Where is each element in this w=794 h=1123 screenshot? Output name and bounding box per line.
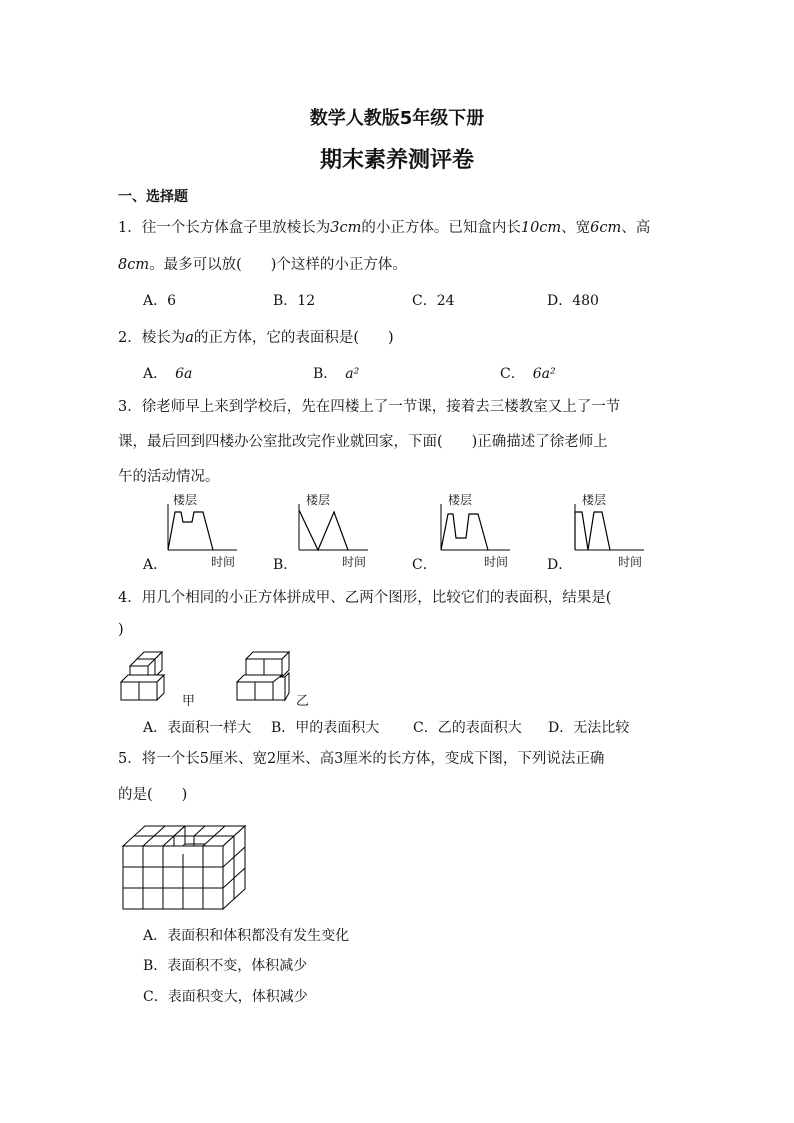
paper-title: 数学人教版5年级下册 <box>309 108 485 129</box>
q3-graph-d-xlabel: 时间 <box>618 555 643 569</box>
paper-subtitle: 期末素养测评卷 <box>319 148 474 173</box>
q2-option-a-label: A． <box>143 366 168 382</box>
q2-option-b-label: B． <box>313 366 338 382</box>
q2-option-c-label: C． <box>500 366 525 382</box>
q1-option-d[interactable]: D．480 <box>547 293 599 309</box>
q2-option-c[interactable] <box>500 363 556 383</box>
q2-option-c-math: 6a² <box>532 366 556 382</box>
q3-graph-c-xlabel: 时间 <box>484 555 509 569</box>
q2-option-a[interactable] <box>143 363 192 383</box>
figure-yi <box>236 650 296 702</box>
q3-graph-c <box>438 492 538 570</box>
q3-graph-c-ylabel: 楼层 <box>448 493 473 507</box>
q3-option-d[interactable]: D． <box>547 557 573 573</box>
q1-text-d: 、高 <box>621 220 651 236</box>
q1-option-c[interactable]: C．24 <box>412 293 455 309</box>
question-5-line-1: 5．将一个长5厘米、宽2厘米、高3厘米的长方体，变成下图，下列说法正确 <box>118 751 605 767</box>
q3-graph-a <box>165 492 265 570</box>
q1-unit-3: 6cm <box>590 220 622 236</box>
q3-option-b[interactable]: B． <box>273 557 298 573</box>
question-5-line-2: 的是( ) <box>118 787 188 803</box>
q1-unit-1: 3cm <box>330 220 362 236</box>
q2-text-a: 2．棱长为 <box>118 330 186 346</box>
q1-text-a: 1．往一个长方体盒子里放棱长为 <box>118 220 331 236</box>
question-1-line-1 <box>118 216 650 237</box>
q1-option-a[interactable]: A．6 <box>143 293 177 309</box>
q3-graph-d-ylabel: 楼层 <box>582 493 607 507</box>
figure-q5-cuboid <box>118 818 258 918</box>
figure-yi-label: 乙 <box>296 694 310 709</box>
question-2 <box>118 326 394 347</box>
q3-graph-b-xlabel: 时间 <box>342 555 367 569</box>
q2-option-b-math: a² <box>345 366 360 382</box>
q3-graph-d <box>572 492 672 570</box>
question-4-line-2: ) <box>118 622 124 638</box>
q3-graph-a-ylabel: 楼层 <box>173 493 198 507</box>
q2-option-a-math: 6a <box>175 366 193 382</box>
figure-jia-label: 甲 <box>182 694 196 709</box>
question-3-line-1: 3．徐老师早上来到学校后，先在四楼上了一节课，接着去三楼教室又上了一节 <box>118 399 621 415</box>
q3-graph-b-ylabel: 楼层 <box>306 493 331 507</box>
q3-graph-b <box>296 492 396 570</box>
question-4-line-1: 4．用几个相同的小正方体拼成甲、乙两个图形，比较它们的表面积，结果是( <box>118 590 612 606</box>
q3-graph-a-xlabel: 时间 <box>211 555 236 569</box>
q1-unit-2: 10cm <box>520 220 562 236</box>
q3-option-c[interactable]: C． <box>412 557 437 573</box>
q4-option-d[interactable]: D．无法比较 <box>548 720 630 736</box>
q5-option-a[interactable]: A．表面积和体积都没有发生变化 <box>143 928 350 944</box>
section-heading: 一、选择题 <box>118 189 188 205</box>
q2-text-b: 的正方体，它的表面积是( ) <box>193 330 394 346</box>
q5-option-c[interactable]: C．表面积变大，体积减少 <box>143 989 308 1005</box>
q1-text-c: 、宽 <box>561 220 591 236</box>
question-1-line-2 <box>118 253 407 274</box>
q3-option-a[interactable]: A． <box>143 557 168 573</box>
q1-text-e: 。最多可以放( )个这样的小正方体。 <box>149 257 407 273</box>
q1-unit-4: 8cm <box>118 257 150 273</box>
q2-option-b[interactable] <box>313 363 359 383</box>
q1-text-b: 的小正方体。已知盒内长 <box>361 220 521 236</box>
q5-option-b[interactable]: B．表面积不变，体积减少 <box>143 958 308 974</box>
q2-var: a <box>185 330 194 346</box>
q4-option-c[interactable]: C．乙的表面积大 <box>413 720 522 736</box>
question-3-line-2: 课，最后回到四楼办公室批改完作业就回家，下面( )正确描述了徐老师上 <box>118 434 608 450</box>
q1-option-b[interactable]: B．12 <box>273 293 316 309</box>
q4-option-a[interactable]: A．表面积一样大 <box>143 720 252 736</box>
q4-option-b[interactable]: B．甲的表面积大 <box>271 720 380 736</box>
question-3-line-3: 午的活动情况。 <box>118 469 220 485</box>
figure-jia <box>120 650 180 702</box>
